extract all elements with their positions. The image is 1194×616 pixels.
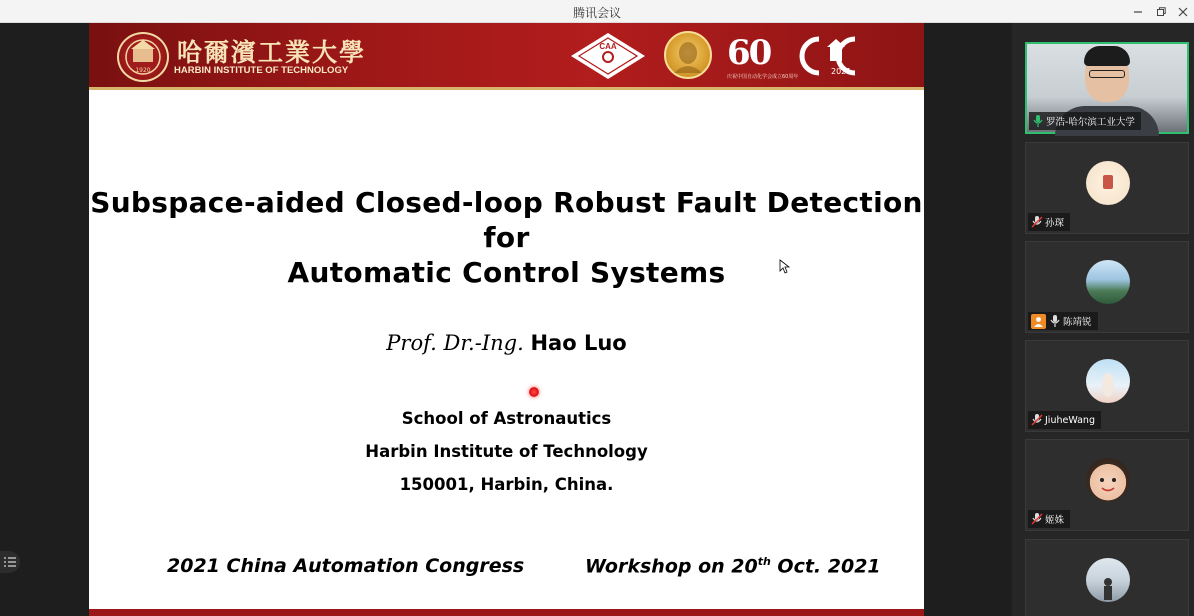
mouse-cursor-icon — [780, 259, 790, 273]
window-title: 腾讯会议 — [572, 6, 621, 20]
participant-tile[interactable] — [1025, 142, 1189, 234]
list-toggle-icon[interactable] — [0, 551, 20, 573]
author-prefix: Prof. Dr.-Ing. — [386, 331, 524, 355]
participant-label — [1029, 112, 1141, 130]
participant-avatar — [1086, 161, 1130, 205]
close-icon[interactable] — [1172, 0, 1194, 23]
caa-text: CAA — [599, 42, 617, 51]
mic-on-icon — [1049, 315, 1060, 328]
glasses-shape — [1089, 70, 1125, 78]
caa-logo — [569, 31, 647, 81]
mic-muted-icon — [1031, 513, 1042, 526]
mic-on-icon — [1032, 115, 1043, 128]
participant-label — [1028, 411, 1101, 429]
presentation-slide — [89, 23, 924, 616]
affiliation-school: School of Astronautics — [401, 409, 612, 428]
participant-avatar — [1086, 558, 1130, 602]
slide-title-line1: Subspace-aided Closed-loop Robust Fault Detection for — [90, 186, 923, 254]
footer-workshop-post: Oct. 2021 — [770, 555, 881, 578]
laser-pointer-dot — [529, 387, 539, 397]
footer-congress: 2021 China Automation Congress — [167, 555, 525, 577]
cac-year: 2021 — [831, 67, 852, 76]
participant-avatar — [1086, 359, 1130, 403]
participant-tile[interactable] — [1025, 439, 1189, 531]
affiliation-address: 150001, Harbin, China. — [399, 475, 614, 494]
hit-emblem-logo — [117, 32, 169, 82]
affiliation-institute: Harbin Institute of Technology — [365, 442, 648, 461]
emblem-year: 1920 — [135, 67, 151, 74]
banner-gold-line — [89, 87, 924, 90]
minimize-icon[interactable] — [1127, 0, 1149, 23]
participant-label — [1028, 312, 1098, 330]
participant-avatar — [1086, 458, 1130, 502]
slide-title-line2: Automatic Control Systems — [287, 256, 726, 289]
university-name-en: HARBIN INSTITUTE OF TECHNOLOGY — [174, 65, 349, 76]
author-name: Hao Luo — [530, 331, 627, 355]
portrait-medallion-logo — [664, 31, 712, 79]
participant-panel — [1012, 23, 1194, 616]
slide-banner — [89, 23, 924, 90]
shared-screen-area[interactable] — [0, 23, 1012, 616]
mic-muted-icon — [1031, 216, 1042, 229]
window-titlebar — [0, 0, 1194, 23]
participant-tile-active[interactable] — [1025, 42, 1189, 134]
slide-bottom-bar — [89, 609, 924, 616]
footer-workshop-pre: Workshop on 20 — [585, 555, 758, 578]
participant-name: JiuheWang — [1045, 414, 1095, 426]
participant-label — [1028, 510, 1070, 528]
person-icon — [1031, 314, 1046, 329]
footer-workshop-sup: th — [757, 555, 771, 568]
participant-name: 陈靖锐 — [1063, 317, 1092, 328]
participant-tile[interactable] — [1025, 539, 1189, 616]
participant-tile[interactable] — [1025, 340, 1189, 432]
footer-workshop-date — [585, 555, 881, 577]
author-line — [89, 331, 924, 355]
person-hair — [1084, 46, 1130, 66]
restore-icon[interactable] — [1150, 0, 1172, 23]
participant-name: 姬姝 — [1045, 515, 1065, 526]
slide-title — [89, 185, 924, 290]
sixty-anniversary-subtitle: 庆祝中国自动化学会成立60周年 — [727, 74, 799, 80]
participant-name: 罗浩-哈尔滨工业大学 — [1046, 117, 1135, 128]
participant-avatar — [1086, 260, 1130, 304]
participant-tile[interactable] — [1025, 241, 1189, 333]
participant-name: 孙琛 — [1045, 218, 1065, 229]
mic-muted-icon — [1031, 414, 1042, 427]
university-name-cn: 哈爾濱工業大學 — [177, 38, 367, 67]
participant-label — [1028, 213, 1070, 231]
sixty-anniversary-logo: 60 — [727, 33, 771, 73]
